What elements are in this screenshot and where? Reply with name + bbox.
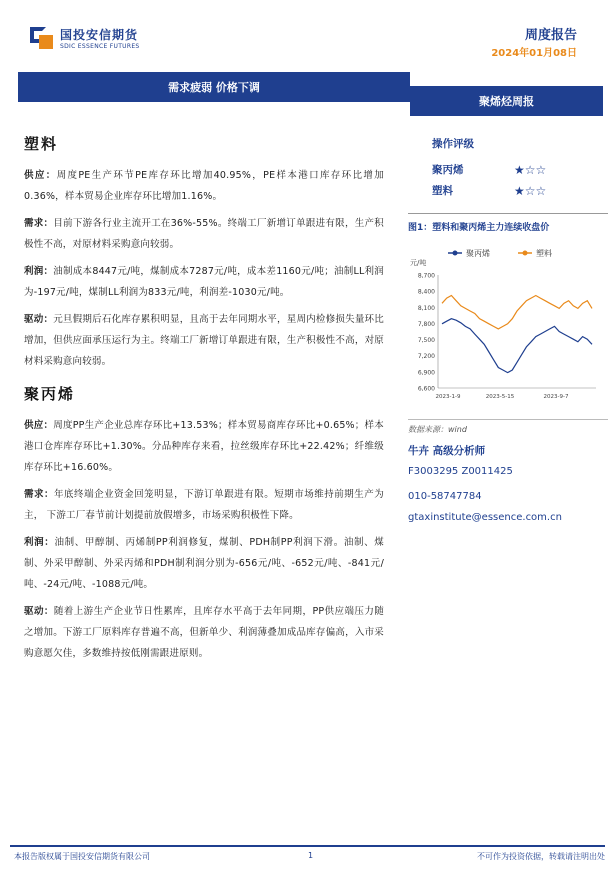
- rating-row-plastic: 塑料 ★☆☆: [432, 183, 547, 198]
- company-logo: [30, 26, 140, 50]
- pp-demand: 需求：年底终端企业资金回笼明显，下游订单跟进有限。短期市场维持前期生产为主， 下游工厂春节前计划提前放假增多，市场采购积极性下降。: [24, 489, 384, 521]
- section-title-plastic: 塑料: [24, 135, 59, 153]
- y-axis-unit: 元/吨: [410, 259, 427, 267]
- y-tick-label: 7,500: [417, 337, 435, 345]
- banner-report-name: 聚烯烃周报: [410, 86, 603, 116]
- analyst-email[interactable]: gtaxinstitute@essence.com.cn: [408, 512, 562, 523]
- price-chart-svg: [408, 243, 603, 413]
- report-date: 2024年01月08日: [491, 48, 577, 59]
- x-tick-label: 2023-5-15: [485, 394, 515, 400]
- rating-title: 操作评级: [432, 138, 474, 150]
- y-tick-label: 6,600: [417, 385, 435, 393]
- data-source: 数据来源：wind: [408, 419, 608, 435]
- series-line-1: [442, 296, 592, 329]
- legend-marker-1: [523, 251, 528, 256]
- footer-divider: [10, 845, 605, 847]
- report-type: 周度报告: [524, 28, 577, 43]
- section-title-pp: 聚丙烯: [24, 385, 76, 403]
- logo-icon: [30, 27, 54, 49]
- plastic-driver: 驱动：元旦假期后石化库存累积明显，且高于去年同期水平，星周内检修损失量环比增加，但供应面承压运行为主。终端工厂新增订单跟进有限，生产积极性不高，对原材料采购意向较弱。: [24, 314, 384, 367]
- plastic-profit: 利润：油制成本8447元/吨，煤制成本7287元/吨，成本差1160元/吨；油制LL利润为-197元/吨，煤制LL利润为833元/吨，利润差-1030元/吨。: [24, 266, 384, 298]
- legend-label-1: 塑料: [536, 249, 552, 258]
- pp-profit: 利润：油制、甲醇制、丙烯制PP利润修复，煤制、PDH制PP利润下滑。油制、煤制、外采甲醇制、外采丙烯和PDH制利润分别为-656元/吨、-652元/吨、-841元/吨、-24元/吨、-1088元/吨。: [24, 537, 384, 590]
- footer-copyright: 本报告版权属于国投安信期货有限公司: [14, 852, 150, 861]
- banner-headline: 需求疲弱 价格下调: [18, 72, 410, 102]
- price-chart: [408, 243, 603, 413]
- legend-label-0: 聚丙烯: [466, 249, 490, 258]
- analyst-phone: 010-58747784: [408, 491, 482, 502]
- pp-supply: 供应：周度PP生产企业总库存环比+13.53%；样本贸易商库存环比+0.65%；样本港口仓库库存环比+1.30%。分品种库存来看，拉丝级库存环比+22.42%；纤维级库存环比+16.60%。: [24, 420, 384, 473]
- banner-row: [18, 72, 603, 116]
- analyst-ids: F3003295 Z0011425: [408, 466, 513, 477]
- series-line-0: [442, 319, 592, 373]
- y-tick-label: 7,200: [417, 353, 435, 361]
- legend-marker-0: [453, 251, 458, 256]
- plastic-demand: 需求：目前下游各行业主流开工在36%-55%。终端工厂新增订单跟进有限，生产积极性不高，对原材料采购意向较弱。: [24, 218, 384, 250]
- footer-disclaimer: 不可作为投资依据，转载请注明出处: [477, 852, 605, 861]
- y-tick-label: 8,100: [417, 304, 435, 312]
- star-rating-icon: ★☆☆: [514, 162, 547, 177]
- pp-driver: 驱动：随着上游生产企业节日性累库，且库存水平高于去年同期，PP供应端压力随之增加。下游工厂原料库存普遍不高，但新单少、利润薄叠加成品库存偏高，入市采购意愿欠佳，多数维持按低刚需跟进原则。: [24, 606, 384, 659]
- logo-en: SDIC ESSENCE FUTURES: [60, 43, 140, 50]
- page-number: 1: [308, 851, 314, 860]
- y-tick-label: 8,700: [417, 272, 435, 280]
- sidebar: [408, 136, 608, 523]
- plastic-supply: 供应：周度PE生产环节PE库存环比增加40.95%，PE样本港口库存环比增加0.36%，样本贸易企业库存环比增加1.16%。: [24, 170, 384, 202]
- y-tick-label: 7,800: [417, 320, 435, 328]
- analyst-name: 牛卉 高级分析师: [408, 445, 486, 457]
- y-tick-label: 8,400: [417, 288, 435, 296]
- main-content: [24, 134, 384, 670]
- x-tick-label: 2023-9-7: [543, 394, 569, 400]
- rating-row-pp: 聚丙烯 ★☆☆: [432, 162, 547, 177]
- figure-title: 图1：塑料和聚丙烯主力连续收盘价: [408, 213, 608, 233]
- star-rating-icon: ★☆☆: [514, 183, 547, 198]
- x-tick-label: 2023-1-9: [435, 394, 461, 400]
- logo-cn: 国投安信期货: [60, 28, 139, 42]
- y-tick-label: 6,900: [417, 369, 435, 377]
